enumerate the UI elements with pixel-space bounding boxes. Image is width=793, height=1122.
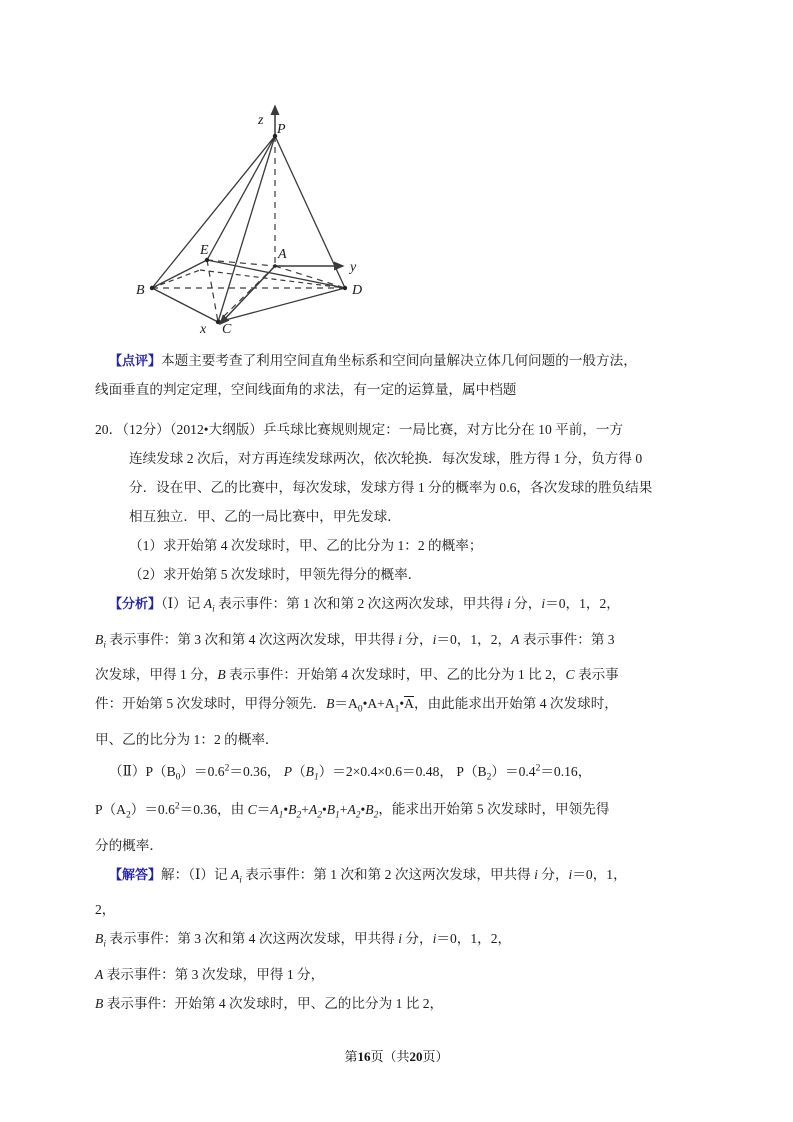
analysis-var-i-2: i: [541, 596, 546, 611]
solution-line-5: [95, 989, 705, 1018]
label-y-axis: y: [350, 260, 357, 275]
label-vertex-c: C: [222, 322, 232, 337]
footer-page-number: 16: [357, 1049, 371, 1064]
analysis-text-2f: ＝0，1，2，: [436, 631, 512, 647]
analysis-var-B: B: [95, 631, 104, 647]
comment-text-1: 本题主要考查了利用空间直角坐标系和空间向量解决立体几何问题的一般方法，: [161, 353, 637, 368]
analysis-text-2b: 表示事件：第 3 次和第 4 次这两次发球，甲共得: [105, 631, 399, 647]
vertex-c: [216, 320, 220, 324]
solution-text-5b: 表示事件：开始第 4 次发球时，甲、乙的比分为 1 比 2，: [103, 996, 444, 1012]
solution-var-A: A: [230, 866, 240, 882]
solution-var-A2: A: [95, 967, 104, 983]
question-source: （2012•大纲版）: [169, 422, 263, 437]
solution-var-B: B: [95, 931, 104, 947]
analysis-pb0: $P(B_0)=0.6^2=0.36$，: [145, 763, 281, 783]
solution-var-A-sub: i: [239, 875, 242, 886]
solution-text-1a: （Ⅰ）记: [188, 866, 231, 882]
analysis-formula-C: $C=A_1•B_2+A_2•B_1+A_2•B_2$: [247, 801, 379, 821]
label-x-axis: x: [200, 322, 207, 337]
analysis-text-7b: ，能求出开始第 5 次发球时，甲领先得: [378, 801, 610, 817]
pyramid-svg: [100, 88, 430, 350]
analysis-pb2: $P(B_2)=0.4^2=0.16$，: [456, 763, 592, 783]
comment-tag: 【点评】: [109, 353, 162, 368]
analysis-text-3a: 次发球，甲得 1 分，: [95, 667, 218, 683]
analysis-text-1c: 表示事件：第 1 次和第 2 次这两次发球，甲共得: [214, 596, 507, 611]
solution-prefix: 解：: [161, 866, 189, 882]
footer-suffix: 页）: [422, 1049, 449, 1064]
question-number: 20．: [95, 422, 123, 437]
analysis-line-1: [95, 589, 705, 625]
solution-var-i-4: i: [432, 931, 437, 947]
label-vertex-b: B: [136, 283, 145, 298]
solution-line-2: 2，: [95, 902, 116, 918]
solution-var-i-2: i: [568, 866, 573, 882]
solution-text-3d: 分，: [402, 931, 433, 947]
page-footer: [0, 1046, 793, 1065]
solution-line-1: [95, 860, 705, 896]
label-vertex-p: P: [277, 122, 286, 137]
question-line-4: 相互独立．甲、乙的一局比赛中，甲先发球．: [129, 509, 401, 524]
solution-text-1e: 分，: [537, 866, 569, 882]
footer-prefix: 第: [344, 1049, 358, 1064]
solution-text-3b: 表示事件：第 3 次和第 4 次这两次发球，甲共得: [105, 931, 399, 947]
question-line-1: [95, 415, 705, 444]
solution-var-i-1: i: [534, 866, 538, 882]
analysis-var-B2: B: [217, 667, 226, 683]
analysis-part2-label: （Ⅱ）: [109, 763, 146, 779]
solution-text-1g: ＝0，1，: [572, 866, 627, 882]
analysis-pa2: $P(A_2)=0.6^2=0.36$，: [95, 801, 231, 821]
analysis-text-2d: 分，: [402, 631, 433, 647]
analysis-var-C: C: [565, 667, 575, 683]
analysis-var-B-sub: i: [103, 640, 106, 651]
analysis-var-A: A: [203, 596, 213, 611]
analysis-text-1a: （Ⅰ）记: [161, 596, 204, 611]
edge-pc: [218, 136, 275, 322]
analysis-text-7a: 由: [230, 801, 248, 817]
edge-pd: [275, 136, 345, 288]
edge-pb: [152, 136, 275, 288]
question-line-3: 分．设在甲、乙的比赛中，每次发球，发球方得 1 分的概率为 0.6，各次发球的胜负结果: [129, 480, 653, 495]
edge-ad-dashed: [275, 266, 345, 288]
analysis-var-i-4: i: [432, 631, 437, 647]
solution-text-4b: 表示事件：第 3 次发球，甲得 1 分，: [103, 967, 325, 983]
label-vertex-e: E: [200, 243, 209, 258]
solution-text-1c: 表示事件：第 1 次和第 2 次这两次发球，甲共得: [241, 866, 535, 882]
analysis-line-2: [95, 625, 705, 661]
solution-line-3: [95, 924, 705, 960]
analysis-var-A2: A: [511, 631, 520, 647]
edge-be: [152, 260, 207, 288]
analysis-pb1: $P(B_1)=2\times 0.4\times 0.6=0.48$，: [283, 763, 453, 783]
vertex-d: [343, 286, 347, 290]
analysis-text-3e: 表示事: [574, 667, 619, 683]
question-20-block: [95, 415, 705, 589]
label-vertex-a: A: [278, 247, 287, 262]
solution-line-4: [95, 960, 705, 989]
analysis-line-3: [95, 660, 705, 689]
analysis-var-i-1: i: [506, 596, 511, 611]
solution-tag: 【解答】: [109, 866, 162, 882]
analysis-line-6: [95, 754, 705, 792]
edge-ec-dashed: [207, 260, 218, 322]
solution-var-B2: B: [95, 996, 104, 1012]
vertex-b: [150, 286, 154, 290]
vertex-a: [273, 264, 277, 268]
question-text-1: 乒乓球比赛规则规定：一局比赛，对方比分在 10 平前，一方: [262, 422, 624, 437]
analysis-text-1e: 分，: [510, 596, 542, 611]
analysis-var-A-sub: i: [212, 604, 215, 615]
pyramid-coordinate-diagram: [100, 88, 430, 350]
analysis-text-2h: 表示事件：第 3: [519, 631, 615, 647]
edge-bc: [152, 288, 218, 322]
solution-text-3f: ＝0，1，2，: [436, 931, 512, 947]
analysis-var-i-3: i: [398, 631, 402, 647]
analysis-line-5: 甲、乙的比分为 1：2 的概率．: [95, 732, 279, 748]
solution-var-B-sub: i: [103, 940, 106, 951]
question-line-2: 连续发球 2 次后，对方再连续发球两次，依次轮换．每次发球，胜方得 1 分，负方得 0: [129, 451, 643, 466]
analysis-line-7: [95, 792, 705, 830]
label-z-axis: z: [258, 113, 264, 128]
document-body: [95, 346, 705, 1018]
question-sub-1: （1）求开始第 4 次发球时，甲、乙的比分为 1：2 的概率；: [129, 538, 483, 553]
analysis-tag: 【分析】: [109, 596, 162, 611]
label-vertex-d: D: [352, 283, 363, 298]
question-sub-2: （2）求开始第 5 次发球时，甲领先得分的概率．: [129, 567, 422, 582]
analysis-text-3c: 表示事件：开始第 4 次发球时，甲、乙的比分为 1 比 2，: [225, 667, 566, 683]
analysis-var-B3: B: [326, 696, 335, 712]
edge-pe: [207, 136, 275, 260]
analysis-line-4: [95, 689, 705, 725]
vertex-e: [205, 258, 209, 262]
edge-ea-dashed: [207, 260, 275, 266]
analysis-equals: ＝: [334, 696, 348, 712]
analysis-line-8: 分的概率．: [95, 837, 163, 853]
comment-line-1: [95, 346, 705, 375]
analysis-formula-B: $A_0•A+A_1•A$: [348, 696, 414, 716]
analysis-text-4a: 件：开始第 5 次发球时，甲得分领先．: [95, 696, 327, 712]
comment-line-2: 线面垂直的判定定理，空间线面角的求法，有一定的运算量，属中档题: [95, 382, 517, 397]
analysis-text-1g: ＝0，1，2，: [545, 596, 620, 611]
footer-mid: 页（共: [370, 1049, 410, 1064]
question-score: （12分）: [122, 422, 170, 437]
analysis-text-4d: ，由此能求出开始第 4 次发球时，: [413, 696, 618, 712]
footer-total-pages: 20: [409, 1049, 423, 1064]
solution-var-i-3: i: [398, 931, 402, 947]
